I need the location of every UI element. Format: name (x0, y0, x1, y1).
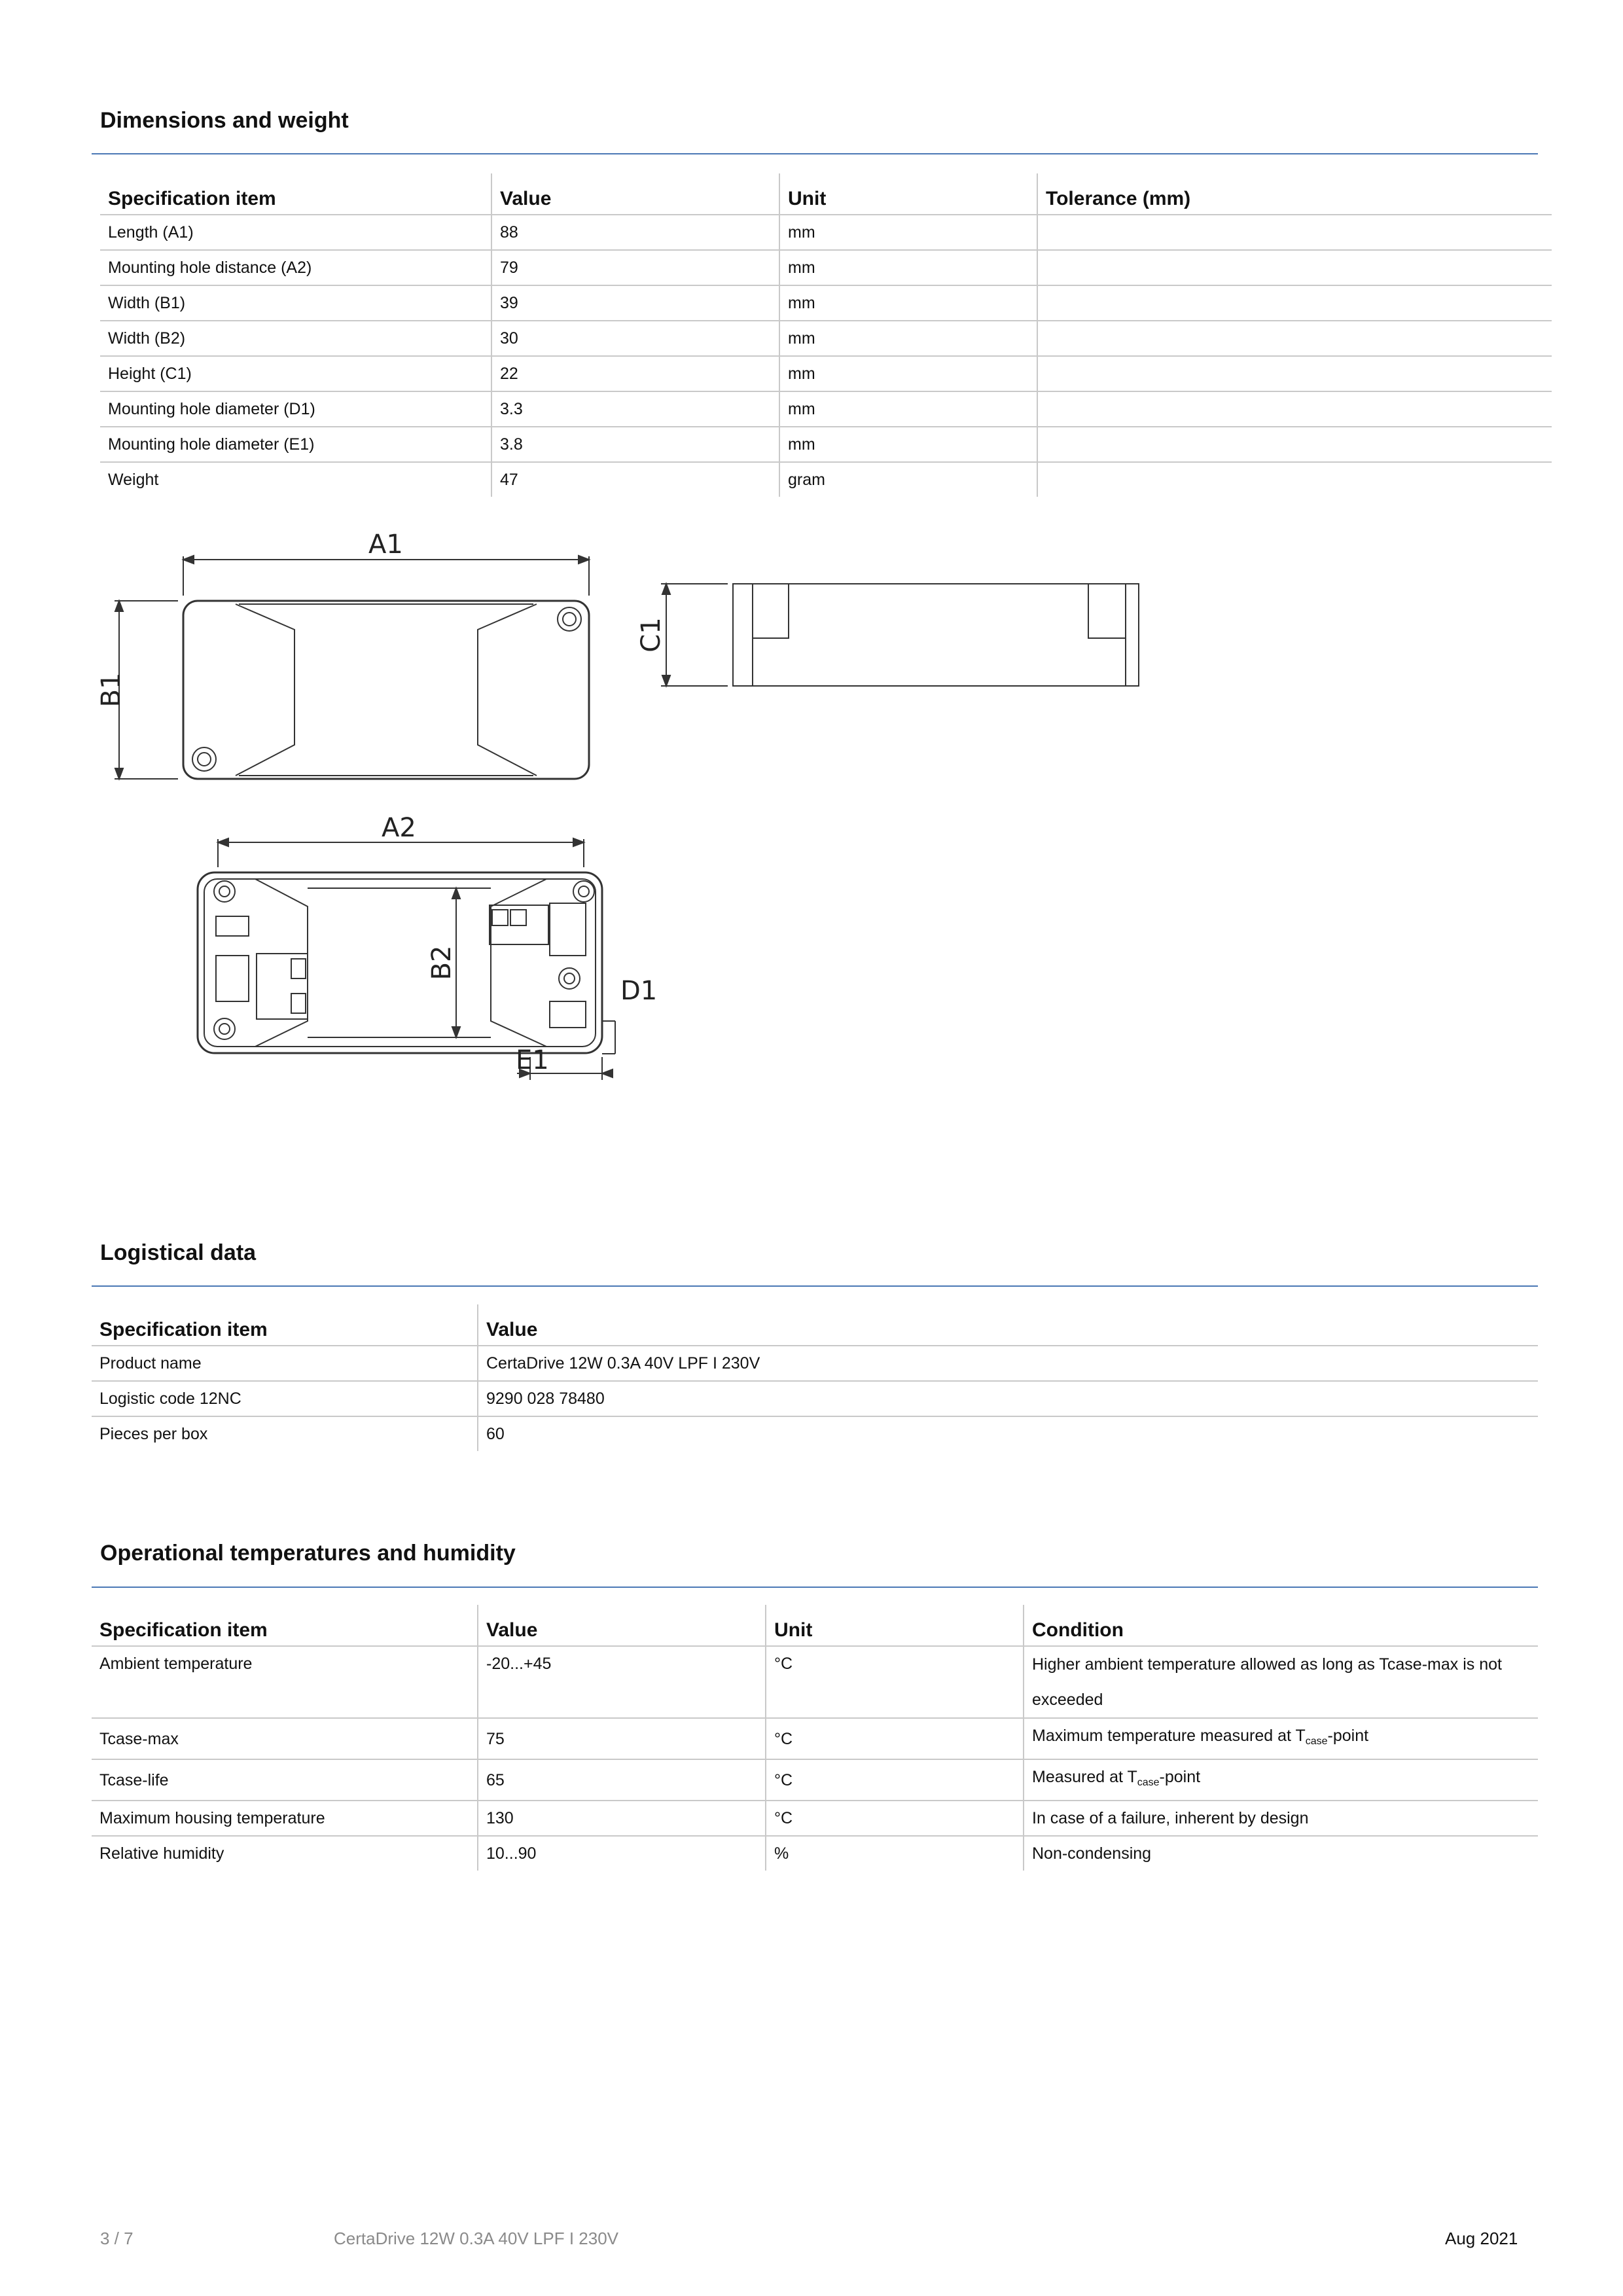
cell: 30 (491, 321, 779, 356)
label-c1: C1 (636, 617, 666, 653)
cell: 22 (491, 356, 779, 391)
table-row (92, 1718, 1538, 1759)
cell: °C (766, 1759, 1024, 1801)
table-row (92, 1801, 1538, 1836)
footer-page-number: 3 / 7 (100, 2229, 134, 2248)
cell: Tcase-life (92, 1759, 478, 1801)
dimension-drawing (0, 0, 1623, 1113)
cell (1024, 1759, 1538, 1801)
table-row (92, 1381, 1538, 1416)
label-a2: A2 (382, 813, 416, 843)
header-cell: Unit (779, 173, 1037, 215)
side-view (661, 584, 1139, 686)
cell: mm (779, 427, 1037, 462)
logistical-title-rule (92, 1285, 1538, 1287)
cell: mm (779, 215, 1037, 250)
table-row (92, 1346, 1538, 1381)
cell: mm (779, 285, 1037, 321)
cell: 3.8 (491, 427, 779, 462)
cell: Product name (92, 1346, 478, 1381)
condition-text: -point (1159, 1768, 1201, 1786)
cell: °C (766, 1718, 1024, 1759)
label-a1: A1 (368, 529, 403, 560)
cell: % (766, 1836, 1024, 1871)
cell (1024, 1718, 1538, 1759)
cell: 3.3 (491, 391, 779, 427)
label-b2: B2 (427, 945, 457, 980)
cell: Ambient temperature (92, 1646, 478, 1718)
cell: CertaDrive 12W 0.3A 40V LPF I 230V (478, 1346, 1538, 1381)
table-row (92, 1416, 1538, 1451)
cell: 39 (491, 285, 779, 321)
label-e1: E1 (516, 1045, 549, 1075)
cell: Mounting hole diameter (E1) (100, 427, 491, 462)
footer-date: Aug 2021 (1445, 2229, 1518, 2248)
cell: 75 (478, 1718, 766, 1759)
footer-product-name: CertaDrive 12W 0.3A 40V LPF I 230V (334, 2229, 618, 2248)
cell: -20...+45 (478, 1646, 766, 1718)
table-row (92, 1759, 1538, 1801)
cell: 60 (478, 1416, 1538, 1451)
cell: Logistic code 12NC (92, 1381, 478, 1416)
label-d1: D1 (620, 976, 658, 1006)
cell: Pieces per box (99, 1425, 208, 1443)
label-b1: B1 (96, 672, 126, 708)
cell: Non-condensing (1024, 1836, 1538, 1871)
table-header-row (92, 1304, 1538, 1346)
cell: In case of a failure, inherent by design (1024, 1801, 1538, 1836)
operational-title-rule (92, 1587, 1538, 1588)
logistical-table (92, 1304, 1538, 1451)
cell: 130 (478, 1801, 766, 1836)
cell: Height (C1) (100, 356, 491, 391)
dimensions-title: Dimensions and weight (100, 108, 349, 133)
condition-text: Measured at T (1032, 1768, 1137, 1786)
header-cell: Specification item (92, 1304, 478, 1346)
cell: 79 (491, 250, 779, 285)
logistical-title: Logistical data (100, 1240, 257, 1265)
cell: mm (779, 250, 1037, 285)
operational-title: Operational temperatures and humidity (100, 1541, 516, 1566)
bottom-view (198, 838, 615, 1080)
header-cell: Tolerance (mm) (1037, 173, 1552, 215)
header-cell: Value (478, 1304, 1538, 1346)
cell: Relative humidity (99, 1844, 224, 1863)
cell: Maximum housing temperature (92, 1801, 478, 1836)
cell: mm (779, 391, 1037, 427)
cell: 10...90 (478, 1836, 766, 1871)
cell: °C (766, 1801, 1024, 1836)
cell: Length (A1) (100, 215, 491, 250)
cell: mm (779, 321, 1037, 356)
cell: 88 (491, 215, 779, 250)
table-row (92, 1646, 1538, 1718)
cell: Width (B1) (100, 285, 491, 321)
cell: Mounting hole distance (A2) (100, 250, 491, 285)
cell: Weight (108, 471, 159, 489)
table-row (92, 1836, 1538, 1871)
cell: Width (B2) (100, 321, 491, 356)
top-view (115, 556, 589, 779)
cell: Higher ambient temperature allowed as long as Tcase-max is not exceeded (1024, 1646, 1538, 1718)
header-cell: Unit (766, 1605, 1024, 1646)
condition-text: Maximum temperature measured at T (1032, 1727, 1306, 1745)
condition-subscript: case (1137, 1777, 1160, 1788)
cell: 65 (478, 1759, 766, 1801)
condition-subscript: case (1305, 1736, 1328, 1747)
header-cell: Specification item (92, 1605, 478, 1646)
cell: gram (779, 462, 1037, 497)
cell: Tcase-max (92, 1718, 478, 1759)
header-cell: Value (491, 173, 779, 215)
cell: 9290 028 78480 (478, 1381, 1538, 1416)
operational-table (92, 1605, 1538, 1871)
header-cell: Specification item (100, 173, 491, 215)
condition-text: -point (1327, 1727, 1369, 1745)
cell: °C (766, 1646, 1024, 1718)
header-cell: Value (478, 1605, 766, 1646)
table-header-row (92, 1605, 1538, 1646)
cell: Mounting hole diameter (D1) (100, 391, 491, 427)
cell: mm (779, 356, 1037, 391)
cell: 47 (491, 462, 779, 497)
header-cell: Condition (1024, 1605, 1538, 1646)
